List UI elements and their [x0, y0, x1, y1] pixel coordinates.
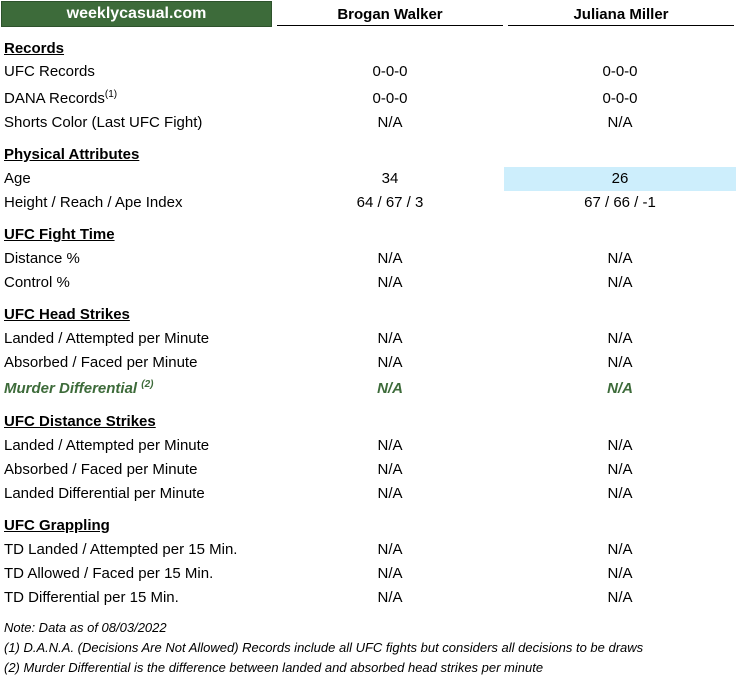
- fighter-2-value: N/A: [607, 541, 633, 558]
- row-label: [4, 271, 70, 295]
- footnote-marker: (1): [104, 89, 118, 100]
- row-label-text: Distance %: [4, 250, 80, 267]
- row-label: [4, 60, 95, 84]
- fighter-1-value: N/A: [377, 565, 403, 582]
- row-label-text: Records: [4, 40, 65, 57]
- fighter-2-value: N/A: [607, 380, 633, 397]
- section-header: [0, 303, 737, 327]
- fighter-1-value: N/A: [377, 485, 403, 502]
- fighter-1-value: N/A: [377, 437, 403, 454]
- footnote-marker: (2): [141, 379, 154, 390]
- row-label: [4, 111, 202, 135]
- fighter-2-header: Juliana Miller: [508, 3, 734, 26]
- row-label: [4, 377, 153, 401]
- row-label-text: Physical Attributes: [4, 146, 140, 163]
- table-row: [0, 247, 737, 271]
- row-label-text: Landed Differential per Minute: [4, 485, 205, 502]
- fighter-1-value: 64 / 67 / 3: [356, 194, 424, 211]
- fighter-2-value: 0-0-0: [602, 90, 638, 107]
- table-row: [0, 458, 737, 482]
- fighter-1-value: N/A: [377, 589, 403, 606]
- row-label: [4, 351, 197, 375]
- fighter-2-value: N/A: [607, 461, 633, 478]
- fighter-2-value: N/A: [607, 354, 633, 371]
- fighter-1-value: 34: [381, 170, 399, 187]
- fighter-1-value: N/A: [377, 461, 403, 478]
- table-row: [0, 562, 737, 586]
- fighter-2-value: N/A: [607, 250, 633, 267]
- row-label-text: UFC Grappling: [4, 517, 110, 534]
- fighter-1-value: 0-0-0: [372, 90, 408, 107]
- row-label-text: Absorbed / Faced per Minute: [4, 461, 198, 478]
- row-label: [4, 327, 209, 351]
- fighter-2-value: N/A: [607, 274, 633, 291]
- fighter-1-value: N/A: [377, 274, 403, 291]
- row-label: [4, 586, 179, 610]
- row-label-text: UFC Distance Strikes: [4, 413, 156, 430]
- row-label: [4, 538, 237, 562]
- row-label: [4, 562, 213, 586]
- fighter-2-value: 67 / 66 / -1: [584, 194, 656, 211]
- footnote: Note: Data as of 08/03/2022: [4, 620, 167, 635]
- row-label: [4, 191, 182, 215]
- table-row: [0, 271, 737, 295]
- row-label: [4, 87, 117, 111]
- row-label-text: UFC Fight Time: [4, 226, 115, 243]
- row-label-text: Height / Reach / Ape Index: [4, 194, 183, 211]
- fighter-2-value: 0-0-0: [602, 63, 638, 80]
- row-label-text: UFC Head Strikes: [4, 306, 130, 323]
- brand-logo: weeklycasual.com: [1, 1, 272, 27]
- table-row: [0, 434, 737, 458]
- row-label: [4, 434, 209, 458]
- fighter-2-value: N/A: [607, 565, 633, 582]
- section-header: [0, 223, 737, 247]
- row-label-text: Shorts Color (Last UFC Fight): [4, 114, 203, 131]
- table-row: [0, 538, 737, 562]
- footnote: (2) Murder Differential is the difference between landed and absorbed head strikes per minute: [4, 660, 544, 675]
- fighter-1-value: N/A: [377, 330, 403, 347]
- fighter-1-value: N/A: [377, 250, 403, 267]
- row-label-text: Landed / Attempted per Minute: [4, 330, 210, 347]
- row-label-text: UFC Records: [4, 63, 95, 80]
- table-row: [0, 351, 737, 375]
- fighter-2-value: N/A: [607, 114, 633, 131]
- row-label-text: Landed / Attempted per Minute: [4, 437, 210, 454]
- fighter-1-value: N/A: [377, 541, 403, 558]
- section-header: [0, 143, 737, 167]
- fighter-1-value: N/A: [377, 380, 403, 397]
- row-label-text: TD Differential per 15 Min.: [4, 589, 179, 606]
- table-row: [0, 586, 737, 610]
- table-row: [0, 111, 737, 135]
- section-header: [0, 514, 737, 538]
- fighter-1-value: N/A: [377, 354, 403, 371]
- row-label: [4, 458, 197, 482]
- row-label-text: TD Landed / Attempted per 15 Min.: [4, 541, 238, 558]
- section-title: [4, 410, 156, 434]
- table-row: [0, 60, 737, 84]
- fighter-1-value: 0-0-0: [372, 63, 408, 80]
- fighter-2-value: N/A: [607, 589, 633, 606]
- row-label: [4, 482, 205, 506]
- table-row: [0, 191, 737, 215]
- fighter-1-header: Brogan Walker: [277, 3, 503, 26]
- fighter-2-value: N/A: [607, 485, 633, 502]
- footnote: (1) D.A.N.A. (Decisions Are Not Allowed) Records include all UFC fights but considers all decisions to be draws: [4, 640, 644, 655]
- row-label-text: TD Allowed / Faced per 15 Min.: [4, 565, 214, 582]
- section-title: [4, 143, 139, 167]
- section-header: [0, 37, 737, 61]
- row-label-text: DANA Records: [4, 90, 105, 107]
- table-row: [0, 87, 737, 111]
- table-row: [0, 377, 737, 401]
- fighter-2-value: 26: [504, 167, 736, 191]
- row-label-text: Control %: [4, 274, 70, 291]
- table-row: [0, 482, 737, 506]
- row-label-text: Age: [4, 170, 31, 187]
- row-label-text: Murder Differential: [4, 380, 142, 397]
- section-title: [4, 223, 115, 247]
- fighter-1-value: N/A: [377, 114, 403, 131]
- section-title: [4, 37, 64, 61]
- row-label: [4, 247, 80, 271]
- row-label: [4, 167, 31, 191]
- table-row: [0, 167, 737, 191]
- section-title: [4, 514, 110, 538]
- fighter-2-value: N/A: [607, 437, 633, 454]
- section-title: [4, 303, 130, 327]
- table-row: [0, 327, 737, 351]
- row-label-text: Absorbed / Faced per Minute: [4, 354, 198, 371]
- section-header: [0, 410, 737, 434]
- fighter-2-value: N/A: [607, 330, 633, 347]
